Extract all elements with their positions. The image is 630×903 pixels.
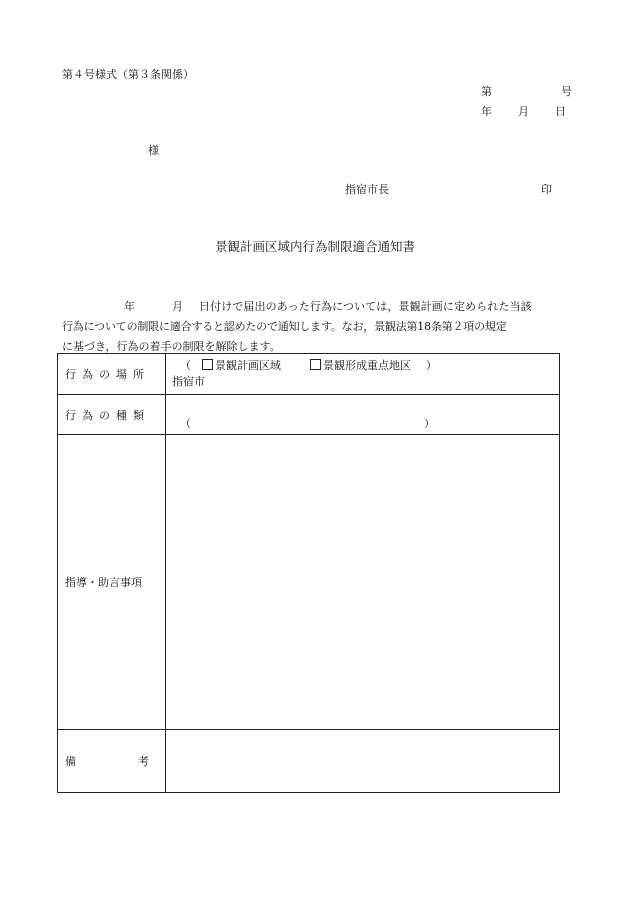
guidance-value-cell[interactable] bbox=[166, 435, 560, 730]
option-priority-district: 景観形成重点地区 bbox=[323, 359, 411, 372]
location-close-paren: ） bbox=[426, 359, 437, 372]
checkbox-priority-district[interactable] bbox=[310, 359, 321, 370]
remarks-value-cell[interactable] bbox=[166, 730, 560, 793]
date-month: 月 bbox=[518, 105, 529, 118]
body-year: 年 bbox=[124, 300, 135, 313]
table-row-guidance bbox=[58, 435, 560, 730]
date-day: 日 bbox=[555, 105, 566, 118]
location-label-cell bbox=[58, 354, 166, 395]
issuer: 指宿市長 bbox=[345, 183, 389, 196]
table-row-remarks bbox=[58, 730, 560, 793]
location-open-paren: （ bbox=[180, 359, 191, 372]
body-month: 月 bbox=[172, 300, 183, 313]
addressee-suffix: 様 bbox=[148, 144, 159, 157]
guidance-label-cell bbox=[58, 435, 166, 730]
body-line-1-text: 日付けで届出のあった行為については，景観計画に定められた当該 bbox=[199, 300, 532, 313]
table-row-kind bbox=[58, 395, 560, 435]
kind-label-cell bbox=[58, 395, 166, 435]
location-value-cell bbox=[166, 354, 560, 395]
body-line-3: に基づき，行為の着手の制限を解除します。 bbox=[62, 340, 281, 353]
kind-label: 行為の種類 bbox=[65, 408, 150, 422]
table-row-location bbox=[58, 354, 560, 395]
form-table bbox=[57, 353, 560, 793]
body-text bbox=[62, 297, 582, 357]
document-number-suffix: 号 bbox=[561, 85, 572, 98]
form-number: 第４号様式（第３条関係） bbox=[62, 68, 194, 81]
body-line-1 bbox=[62, 297, 582, 317]
kind-open-paren: （ bbox=[180, 416, 191, 430]
seal-mark: 印 bbox=[541, 183, 552, 196]
option-landscape-area: 景観計画区域 bbox=[215, 359, 281, 372]
document-title: 景観計画区域内行為制限適合通知書 bbox=[214, 239, 415, 254]
guidance-label: 指導・助言事項 bbox=[65, 576, 142, 589]
location-city: 指宿市 bbox=[172, 375, 205, 388]
checkbox-landscape-area[interactable] bbox=[202, 359, 213, 370]
document-number-prefix: 第 bbox=[481, 85, 492, 98]
date-year: 年 bbox=[481, 105, 492, 118]
remarks-label-cell bbox=[58, 730, 166, 793]
kind-value-cell[interactable] bbox=[166, 395, 560, 435]
remarks-label-2: 考 bbox=[138, 755, 149, 768]
remarks-label-1: 備 bbox=[65, 755, 76, 768]
body-line-2: 行為についての制限に適合すると認めたので通知します。なお，景観法第18条第２項の規定 bbox=[62, 320, 507, 333]
location-label: 行為の場所 bbox=[65, 368, 150, 381]
kind-close-paren: ） bbox=[424, 416, 435, 430]
